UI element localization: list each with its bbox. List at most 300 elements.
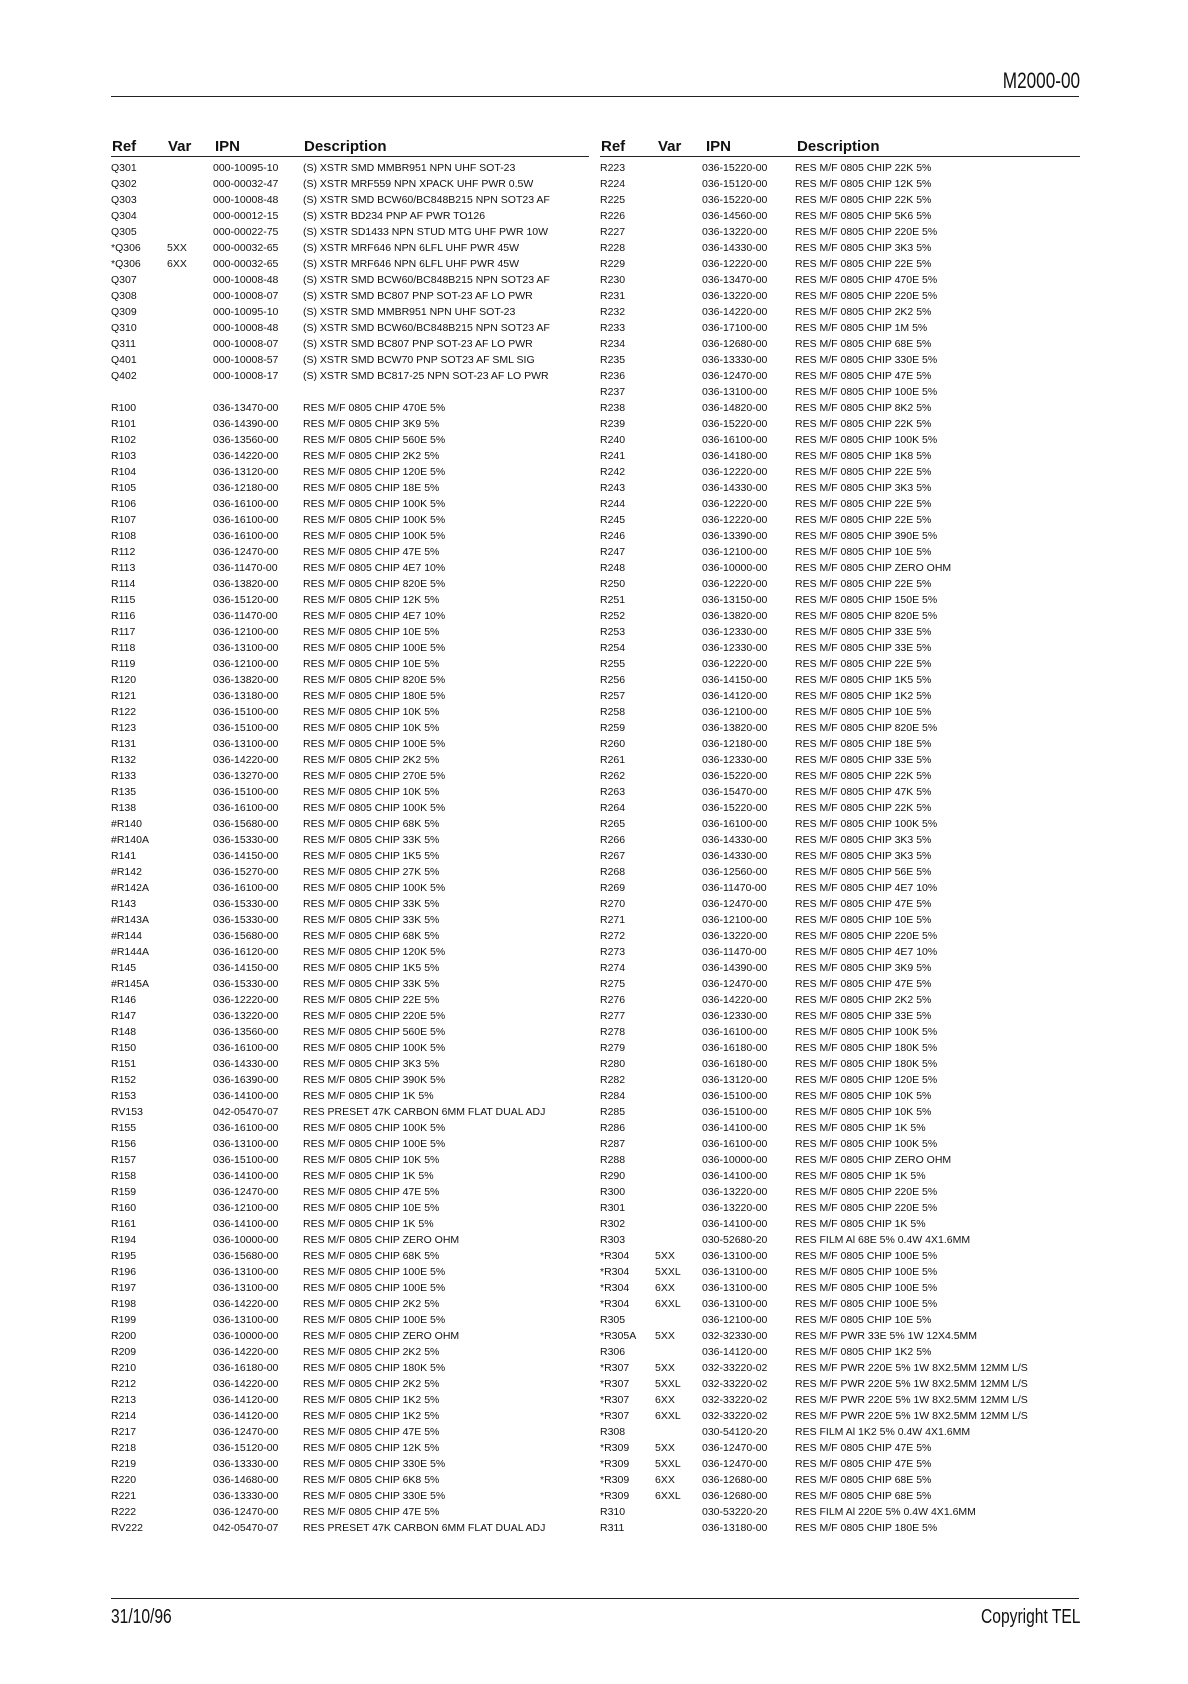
cell-description: RES M/F 0805 CHIP 10E 5% <box>303 1202 440 1214</box>
cell-description: RES M/F 0805 CHIP 3K3 5% <box>795 482 932 494</box>
cell-ref: #R143A <box>111 914 149 926</box>
cell-ref: R300 <box>600 1186 626 1198</box>
cell-ipn: 036-12470-00 <box>213 1186 279 1198</box>
cell-ipn: 036-14220-00 <box>213 1378 279 1390</box>
cell-ipn: 036-14390-00 <box>702 962 768 974</box>
cell-description: RES M/F 0805 CHIP 33E 5% <box>795 1010 932 1022</box>
cell-ref: R141 <box>111 850 137 862</box>
cell-ipn: 000-10095-10 <box>213 162 279 174</box>
cell-description: RES M/F 0805 CHIP 47E 5% <box>795 978 932 990</box>
cell-ipn: 036-12680-00 <box>702 1490 768 1502</box>
cell-var: 5XX <box>655 1250 675 1262</box>
cell-description: RES M/F 0805 CHIP 56E 5% <box>795 866 932 878</box>
cell-ipn: 032-32330-00 <box>702 1330 768 1342</box>
cell-description: RES M/F 0805 CHIP 2K2 5% <box>303 1346 440 1358</box>
cell-ipn: 036-16100-00 <box>213 514 279 526</box>
cell-ref: R272 <box>600 930 626 942</box>
cell-description: RES M/F 0805 CHIP 10E 5% <box>303 658 440 670</box>
cell-ipn: 030-53220-20 <box>702 1506 768 1518</box>
cell-description: (S) XSTR BD234 PNP AF PWR TO126 <box>303 210 486 222</box>
cell-description: RES M/F 0805 CHIP 2K2 5% <box>303 1378 440 1390</box>
cell-description: RES M/F 0805 CHIP 10E 5% <box>303 626 440 638</box>
cell-ipn: 036-16100-00 <box>702 434 768 446</box>
cell-description: RES M/F 0805 CHIP 18E 5% <box>795 738 932 750</box>
cell-description: RES M/F 0805 CHIP 47E 5% <box>795 370 932 382</box>
cell-ref: R290 <box>600 1170 626 1182</box>
cell-description: RES M/F 0805 CHIP 22K 5% <box>795 194 932 206</box>
cell-ref: R161 <box>111 1218 137 1230</box>
cell-ref: R131 <box>111 738 137 750</box>
cell-var: 5XX <box>655 1362 675 1374</box>
cell-description: RES M/F 0805 CHIP 100K 5% <box>303 882 446 894</box>
cell-ipn: 036-12220-00 <box>702 466 768 478</box>
cell-description: RES M/F 0805 CHIP ZERO OHM <box>303 1330 460 1342</box>
cell-description: RES M/F 0805 CHIP 100E 5% <box>303 1282 446 1294</box>
cell-ref: R219 <box>111 1458 137 1470</box>
cell-ipn: 036-13560-00 <box>213 1026 279 1038</box>
cell-description: (S) XSTR SMD BC817-25 NPN SOT-23 AF LO PWR <box>303 370 549 382</box>
cell-ipn: 036-13820-00 <box>213 674 279 686</box>
cell-ref: R155 <box>111 1122 137 1134</box>
cell-ipn: 000-10008-48 <box>213 274 279 286</box>
cell-description: RES M/F 0805 CHIP 22E 5% <box>795 578 932 590</box>
cell-description: RES M/F 0805 CHIP 12K 5% <box>795 178 932 190</box>
cell-ref: *R307 <box>600 1410 630 1422</box>
cell-var: 6XXL <box>655 1298 681 1310</box>
cell-description: RES M/F 0805 CHIP 1K2 5% <box>795 1346 932 1358</box>
cell-ipn: 036-13330-00 <box>213 1490 279 1502</box>
cell-ipn: 036-12220-00 <box>702 258 768 270</box>
cell-ipn: 036-13100-00 <box>213 1138 279 1150</box>
cell-description: (S) XSTR SMD MMBR951 NPN UHF SOT-23 <box>303 162 516 174</box>
cell-ipn: 036-14220-00 <box>702 994 768 1006</box>
cell-ipn: 036-14330-00 <box>702 242 768 254</box>
cell-ipn: 036-12100-00 <box>213 1202 279 1214</box>
cell-description: RES M/F 0805 CHIP 10E 5% <box>795 706 932 718</box>
footer-rule <box>111 1598 1079 1599</box>
cell-ref: R138 <box>111 802 137 814</box>
cell-description: (S) XSTR SMD BCW60/BC848B215 NPN SOT23 AF <box>303 274 550 286</box>
cell-var: 5XXL <box>655 1378 681 1390</box>
cell-ref: *R305A <box>600 1330 637 1342</box>
cell-ref: #R144A <box>111 946 149 958</box>
cell-ipn: 036-15100-00 <box>213 786 279 798</box>
cell-ipn: 036-16100-00 <box>213 498 279 510</box>
cell-ref: R100 <box>111 402 137 414</box>
cell-ipn: 000-10095-10 <box>213 306 279 318</box>
cell-ipn: 036-12220-00 <box>702 658 768 670</box>
cell-ref: Q402 <box>111 370 137 382</box>
header-underline <box>600 156 1080 157</box>
cell-ref: R250 <box>600 578 626 590</box>
cell-ref: R276 <box>600 994 626 1006</box>
cell-description: RES M/F 0805 CHIP 390K 5% <box>303 1074 446 1086</box>
cell-ref: R198 <box>111 1298 137 1310</box>
cell-ref: R236 <box>600 370 626 382</box>
cell-description: RES M/F 0805 CHIP 8K2 5% <box>795 402 932 414</box>
cell-description: RES M/F 0805 CHIP 10E 5% <box>795 546 932 558</box>
header-var: Var <box>168 138 192 155</box>
cell-ref: R197 <box>111 1282 137 1294</box>
cell-ref: *R304 <box>600 1266 630 1278</box>
cell-ref: R239 <box>600 418 626 430</box>
cell-ipn: 036-12180-00 <box>702 738 768 750</box>
header-rule <box>111 96 1079 97</box>
cell-description: (S) XSTR SMD BC807 PNP SOT-23 AF LO PWR <box>303 338 533 350</box>
cell-ipn: 036-16100-00 <box>213 882 279 894</box>
cell-ref: #R144 <box>111 930 142 942</box>
cell-ipn: 036-16390-00 <box>213 1074 279 1086</box>
cell-ipn: 036-14820-00 <box>702 402 768 414</box>
cell-ref: R258 <box>600 706 626 718</box>
cell-ref: R114 <box>111 578 136 590</box>
cell-description: RES M/F 0805 CHIP 220E 5% <box>795 930 938 942</box>
cell-ipn: 000-00032-47 <box>213 178 279 190</box>
cell-description: RES M/F 0805 CHIP 10K 5% <box>303 706 440 718</box>
cell-ref: R282 <box>600 1074 626 1086</box>
cell-ipn: 036-15680-00 <box>213 818 279 830</box>
cell-description: RES M/F 0805 CHIP 220E 5% <box>795 1202 938 1214</box>
cell-description: RES FILM Al 220E 5% 0.4W 4X1.6MM <box>795 1506 976 1518</box>
cell-ipn: 036-14120-00 <box>702 1346 768 1358</box>
cell-description: RES M/F 0805 CHIP 1K5 5% <box>795 674 932 686</box>
cell-description: RES M/F 0805 CHIP 100K 5% <box>795 1138 938 1150</box>
cell-description: RES M/F 0805 CHIP 10K 5% <box>303 1154 440 1166</box>
cell-ipn: 036-16180-00 <box>702 1058 768 1070</box>
cell-ipn: 036-14100-00 <box>702 1170 768 1182</box>
cell-description: RES M/F 0805 CHIP 10K 5% <box>795 1090 932 1102</box>
cell-description: RES M/F 0805 CHIP 1K2 5% <box>303 1394 440 1406</box>
cell-ipn: 036-15330-00 <box>213 914 279 926</box>
cell-ipn: 042-05470-07 <box>213 1106 279 1118</box>
cell-var: 5XX <box>655 1330 675 1342</box>
cell-ref: R225 <box>600 194 626 206</box>
cell-description: RES M/F 0805 CHIP 68K 5% <box>303 818 440 830</box>
cell-description: (S) XSTR SMD MMBR951 NPN UHF SOT-23 <box>303 306 516 318</box>
cell-ipn: 036-16180-00 <box>213 1362 279 1374</box>
cell-description: RES M/F 0805 CHIP 120E 5% <box>795 1074 938 1086</box>
cell-ipn: 032-33220-02 <box>702 1362 768 1374</box>
cell-ref: R246 <box>600 530 626 542</box>
cell-ipn: 036-13220-00 <box>702 290 768 302</box>
cell-ref: R104 <box>111 466 137 478</box>
cell-ref: R209 <box>111 1346 137 1358</box>
cell-description: RES M/F 0805 CHIP 22E 5% <box>795 498 932 510</box>
cell-ipn: 036-14100-00 <box>702 1122 768 1134</box>
cell-ipn: 036-12220-00 <box>702 578 768 590</box>
cell-ref: *R309 <box>600 1442 630 1454</box>
cell-ref: R308 <box>600 1426 626 1438</box>
cell-description: RES M/F 0805 CHIP 100E 5% <box>303 738 446 750</box>
cell-ipn: 032-33220-02 <box>702 1378 768 1390</box>
cell-ref: Q301 <box>111 162 137 174</box>
cell-ref: R102 <box>111 434 137 446</box>
cell-ref: R263 <box>600 786 626 798</box>
cell-ref: R254 <box>600 642 626 654</box>
cell-ref: R270 <box>600 898 626 910</box>
cell-ipn: 036-15680-00 <box>213 930 279 942</box>
cell-ipn: 036-11470-00 <box>702 882 767 894</box>
cell-ipn: 036-14560-00 <box>702 210 768 222</box>
cell-ref: R287 <box>600 1138 626 1150</box>
cell-ipn: 036-13220-00 <box>702 1186 768 1198</box>
cell-var: 5XXL <box>655 1458 681 1470</box>
cell-description: RES M/F 0805 CHIP 3K3 5% <box>795 850 932 862</box>
cell-description: RES M/F 0805 CHIP 100E 5% <box>795 1298 938 1310</box>
cell-description: RES M/F 0805 CHIP 2K2 5% <box>303 1298 440 1310</box>
cell-ipn: 036-12180-00 <box>213 482 279 494</box>
header-description: Description <box>797 138 880 155</box>
cell-description: RES M/F 0805 CHIP 22E 5% <box>303 994 440 1006</box>
cell-ref: R103 <box>111 450 137 462</box>
cell-ipn: 036-12680-00 <box>702 1474 768 1486</box>
cell-description: RES M/F PWR 220E 5% 1W 8X2.5MM 12MM L/S <box>795 1394 1028 1406</box>
cell-ipn: 032-33220-02 <box>702 1410 768 1422</box>
cell-description: RES M/F 0805 CHIP 3K3 5% <box>303 1058 440 1070</box>
cell-ref: R243 <box>600 482 626 494</box>
cell-ipn: 036-10000-00 <box>702 1154 768 1166</box>
cell-ref: R251 <box>600 594 626 606</box>
cell-ref: R217 <box>111 1426 137 1438</box>
cell-ref: Q311 <box>111 338 136 350</box>
cell-description: RES PRESET 47K CARBON 6MM FLAT DUAL ADJ <box>303 1106 546 1118</box>
cell-ipn: 036-14390-00 <box>213 418 279 430</box>
cell-description: RES M/F 0805 CHIP 100K 5% <box>303 530 446 542</box>
cell-description: RES M/F 0805 CHIP 3K3 5% <box>795 834 932 846</box>
cell-ipn: 036-12470-00 <box>213 1506 279 1518</box>
cell-ipn: 036-13120-00 <box>702 1074 768 1086</box>
cell-ref: R310 <box>600 1506 626 1518</box>
cell-ref: R241 <box>600 450 626 462</box>
cell-ref: R260 <box>600 738 626 750</box>
cell-ref: R151 <box>111 1058 137 1070</box>
cell-description: RES M/F 0805 CHIP 100E 5% <box>303 642 446 654</box>
cell-description: RES M/F 0805 CHIP 22K 5% <box>795 162 932 174</box>
cell-ipn: 036-14330-00 <box>213 1058 279 1070</box>
cell-description: RES M/F 0805 CHIP 100E 5% <box>795 1250 938 1262</box>
cell-var: 6XX <box>655 1474 675 1486</box>
cell-description: RES M/F PWR 33E 5% 1W 12X4.5MM <box>795 1330 978 1342</box>
cell-ipn: 036-15120-00 <box>213 594 279 606</box>
cell-ref: R234 <box>600 338 626 350</box>
cell-description: RES M/F 0805 CHIP 6K8 5% <box>303 1474 440 1486</box>
cell-description: RES M/F 0805 CHIP 4E7 10% <box>795 882 938 894</box>
cell-ipn: 036-14100-00 <box>213 1218 279 1230</box>
cell-description: RES M/F 0805 CHIP 120E 5% <box>303 466 446 478</box>
cell-var: 6XX <box>655 1394 675 1406</box>
cell-ref: R218 <box>111 1442 137 1454</box>
cell-ipn: 000-00022-75 <box>213 226 279 238</box>
cell-ipn: 036-15100-00 <box>213 706 279 718</box>
cell-ipn: 036-14220-00 <box>213 754 279 766</box>
page-title: M2000-00 <box>1002 68 1080 93</box>
cell-description: RES M/F 0805 CHIP 100E 5% <box>303 1266 446 1278</box>
cell-ref: R280 <box>600 1058 626 1070</box>
cell-description: RES M/F 0805 CHIP 1K5 5% <box>303 850 440 862</box>
cell-ref: Q304 <box>111 210 137 222</box>
cell-ipn: 036-14330-00 <box>702 834 768 846</box>
cell-ipn: 036-13100-00 <box>213 1266 279 1278</box>
cell-ipn: 036-15330-00 <box>213 978 279 990</box>
cell-ipn: 000-10008-57 <box>213 354 279 366</box>
cell-ipn: 036-15120-00 <box>213 1442 279 1454</box>
cell-description: RES M/F 0805 CHIP 180E 5% <box>303 690 446 702</box>
cell-description: RES M/F 0805 CHIP 180K 5% <box>303 1362 446 1374</box>
cell-ref: R311 <box>600 1522 625 1534</box>
cell-description: RES M/F 0805 CHIP 18E 5% <box>303 482 440 494</box>
cell-description: RES M/F 0805 CHIP 12K 5% <box>303 1442 440 1454</box>
cell-description: (S) XSTR SMD BC807 PNP SOT-23 AF LO PWR <box>303 290 533 302</box>
cell-ipn: 036-12100-00 <box>702 546 768 558</box>
cell-description: RES M/F 0805 CHIP 47E 5% <box>303 1426 440 1438</box>
cell-ref: R222 <box>111 1506 137 1518</box>
cell-ipn: 036-13100-00 <box>213 738 279 750</box>
cell-description: RES PRESET 47K CARBON 6MM FLAT DUAL ADJ <box>303 1522 546 1534</box>
cell-ipn: 036-15120-00 <box>702 178 768 190</box>
cell-description: RES M/F 0805 CHIP 3K9 5% <box>303 418 440 430</box>
cell-ref: R288 <box>600 1154 626 1166</box>
cell-ipn: 036-11470-00 <box>213 562 278 574</box>
cell-ref: R277 <box>600 1010 626 1022</box>
cell-ipn: 032-33220-02 <box>702 1394 768 1406</box>
cell-ipn: 036-15100-00 <box>702 1090 768 1102</box>
cell-ipn: 036-12470-00 <box>702 1442 768 1454</box>
cell-ipn: 036-13470-00 <box>213 402 279 414</box>
cell-ref: R153 <box>111 1090 137 1102</box>
cell-description: RES M/F 0805 CHIP 1K8 5% <box>795 450 932 462</box>
cell-ipn: 036-14100-00 <box>702 1218 768 1230</box>
cell-description: RES M/F 0805 CHIP 2K2 5% <box>303 450 440 462</box>
cell-ipn: 036-13100-00 <box>213 1282 279 1294</box>
cell-ref: R107 <box>111 514 137 526</box>
cell-var: 6XX <box>655 1282 675 1294</box>
cell-ref: R221 <box>111 1490 137 1502</box>
cell-description: RES M/F 0805 CHIP 100E 5% <box>303 1138 446 1150</box>
cell-ref: R259 <box>600 722 626 734</box>
cell-ref: R116 <box>111 610 136 622</box>
cell-ipn: 036-15220-00 <box>702 802 768 814</box>
cell-ipn: 036-13100-00 <box>213 642 279 654</box>
cell-description: RES M/F 0805 CHIP 33K 5% <box>303 834 440 846</box>
cell-description: RES M/F 0805 CHIP 1K2 5% <box>795 690 932 702</box>
cell-ref: R237 <box>600 386 626 398</box>
cell-ipn: 036-10000-00 <box>213 1234 279 1246</box>
cell-description: RES M/F 0805 CHIP 33E 5% <box>795 642 932 654</box>
cell-ref: R240 <box>600 434 626 446</box>
cell-description: RES M/F 0805 CHIP 4E7 10% <box>303 562 446 574</box>
header-ipn: IPN <box>215 138 241 155</box>
cell-ref: R152 <box>111 1074 137 1086</box>
cell-ipn: 036-14120-00 <box>213 1410 279 1422</box>
cell-description: RES M/F 0805 CHIP 68E 5% <box>795 338 932 350</box>
cell-ipn: 036-14150-00 <box>702 674 768 686</box>
cell-ipn: 036-13100-00 <box>702 1282 768 1294</box>
cell-ipn: 036-13820-00 <box>702 722 768 734</box>
cell-ref: R238 <box>600 402 626 414</box>
cell-description: RES M/F 0805 CHIP 5K6 5% <box>795 210 932 222</box>
footer-copyright: Copyright TEL <box>980 1606 1080 1628</box>
cell-description: RES M/F 0805 CHIP 100K 5% <box>303 1122 446 1134</box>
cell-ref: R231 <box>600 290 626 302</box>
cell-ipn: 036-14220-00 <box>702 306 768 318</box>
cell-description: RES M/F PWR 220E 5% 1W 8X2.5MM 12MM L/S <box>795 1362 1028 1374</box>
cell-ipn: 036-16100-00 <box>213 1122 279 1134</box>
cell-ref: R265 <box>600 818 626 830</box>
cell-ref: *R309 <box>600 1458 630 1470</box>
cell-ref: R235 <box>600 354 626 366</box>
cell-ipn: 036-15100-00 <box>213 1154 279 1166</box>
cell-ipn: 036-14220-00 <box>213 450 279 462</box>
cell-ipn: 036-15220-00 <box>702 162 768 174</box>
cell-ipn: 036-13100-00 <box>213 1314 279 1326</box>
cell-ref: R195 <box>111 1250 137 1262</box>
cell-ref: R228 <box>600 242 626 254</box>
cell-ref: R133 <box>111 770 137 782</box>
cell-ref: R117 <box>111 626 136 638</box>
cell-description: (S) XSTR MRF646 NPN 6LFL UHF PWR 45W <box>303 242 520 254</box>
cell-ipn: 036-15680-00 <box>213 1250 279 1262</box>
cell-description: RES M/F 0805 CHIP 10K 5% <box>303 786 440 798</box>
cell-ref: R223 <box>600 162 626 174</box>
cell-ipn: 036-12330-00 <box>702 626 768 638</box>
cell-description: RES M/F 0805 CHIP 390E 5% <box>795 530 938 542</box>
cell-ref: Q309 <box>111 306 137 318</box>
cell-ref: R301 <box>600 1202 626 1214</box>
cell-description: RES M/F 0805 CHIP 68K 5% <box>303 930 440 942</box>
cell-ipn: 036-12100-00 <box>213 626 279 638</box>
cell-ipn: 036-10000-00 <box>213 1330 279 1342</box>
cell-ref: Q308 <box>111 290 137 302</box>
cell-ipn: 036-13220-00 <box>213 1010 279 1022</box>
cell-var: 6XXL <box>655 1410 681 1422</box>
cell-description: (S) XSTR SMD BCW60/BC848B215 NPN SOT23 AF <box>303 322 550 334</box>
cell-ref: *R304 <box>600 1250 630 1262</box>
cell-ref: *Q306 <box>111 242 141 254</box>
cell-ref: R135 <box>111 786 137 798</box>
cell-ref: R242 <box>600 466 626 478</box>
cell-ref: R279 <box>600 1042 626 1054</box>
cell-description: RES M/F 0805 CHIP 1K2 5% <box>303 1410 440 1422</box>
cell-ref: R244 <box>600 498 626 510</box>
cell-ipn: 000-10008-48 <box>213 322 279 334</box>
header-var: Var <box>658 138 682 155</box>
cell-ipn: 036-15100-00 <box>213 722 279 734</box>
cell-ref: #R142A <box>111 882 149 894</box>
cell-description: RES M/F 0805 CHIP 100K 5% <box>795 1026 938 1038</box>
cell-ref: R194 <box>111 1234 137 1246</box>
cell-description: RES M/F 0805 CHIP 100K 5% <box>303 514 446 526</box>
cell-description: RES M/F 0805 CHIP 10E 5% <box>795 914 932 926</box>
header-underline <box>111 156 589 157</box>
cell-ref: R271 <box>600 914 626 926</box>
cell-ref: R232 <box>600 306 626 318</box>
cell-ref: Q302 <box>111 178 137 190</box>
cell-ref: R233 <box>600 322 626 334</box>
cell-ref: RV222 <box>111 1522 143 1534</box>
cell-description: RES M/F 0805 CHIP 330E 5% <box>303 1490 446 1502</box>
cell-ref: R303 <box>600 1234 626 1246</box>
cell-description: RES M/F 0805 CHIP 68E 5% <box>795 1474 932 1486</box>
cell-ref: R148 <box>111 1026 137 1038</box>
cell-description: RES M/F 0805 CHIP 47E 5% <box>303 1186 440 1198</box>
cell-description: RES M/F 0805 CHIP 22E 5% <box>795 258 932 270</box>
cell-ref: R286 <box>600 1122 626 1134</box>
cell-description: RES M/F 0805 CHIP 1K 5% <box>795 1218 926 1230</box>
cell-ipn: 036-13330-00 <box>213 1458 279 1470</box>
cell-ipn: 036-12470-00 <box>213 1426 279 1438</box>
cell-description: RES M/F 0805 CHIP 180K 5% <box>795 1042 938 1054</box>
cell-ref: R122 <box>111 706 137 718</box>
